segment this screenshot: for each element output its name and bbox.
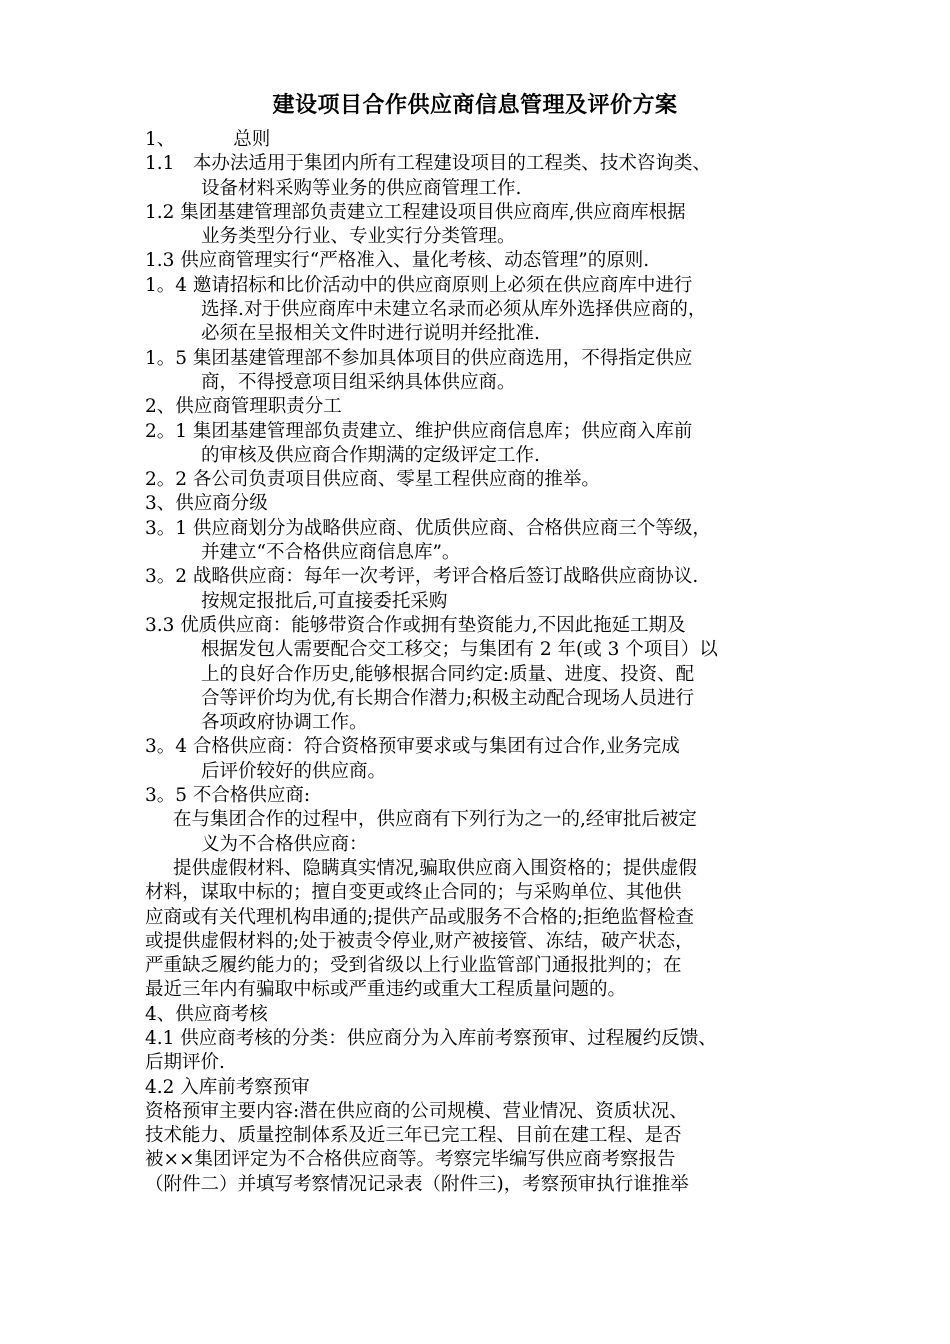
clause-line: 各项政府协调工作。: [201, 712, 368, 734]
clause-line: 后期评价.: [145, 1052, 225, 1074]
clause-line: 必须在呈报相关文件时进行说明并经批准.: [201, 323, 540, 345]
clause-line: 3。4 合格供应商：符合资格预审要求或与集团有过合作,业务完成: [145, 736, 680, 758]
clause-line: 2。2 各公司负责项目供应商、零星工程供应商的推举。: [145, 469, 600, 491]
paragraph-line: （附件二）并填写考察情况记录表（附件三)，考察预审执行谁推举: [145, 1173, 689, 1195]
paragraph-line: 应商或有关代理机构串通的;提供产品或服务不合格的;拒绝监督检查: [145, 906, 694, 928]
clause-line: 在与集团合作的过程中，供应商有下列行为之一的,经审批后被定: [173, 809, 697, 831]
paragraph-line: 被××集团评定为不合格供应商等。考察完毕编写供应商考察报告: [145, 1149, 676, 1171]
clause-line: 后评价较好的供应商。: [201, 760, 387, 782]
clause-line: 并建立“不合格供应商信息库”。: [201, 542, 461, 564]
paragraph-line: 材料，谋取中标的；擅自变更或终止合同的；与采购单位、其他供: [145, 882, 682, 904]
clause-line: 4.1 供应商考核的分类：供应商分为入库前考察预审、过程履约反馈、: [145, 1027, 717, 1049]
clause-line: 的审核及供应商合作期满的定级评定工作.: [201, 444, 540, 466]
clause-line: 4.2 入库前考察预审: [145, 1076, 310, 1098]
clause-line: 3。1 供应商划分为战略供应商、优质供应商、合格供应商三个等级，: [145, 517, 711, 539]
paragraph-line: 提供虚假材料、隐瞒真实情况,骗取供应商入围资格的；提供虚假: [173, 857, 697, 879]
document-body: [145, 128, 810, 1197]
clause-line: 选择.对于供应商库中未建立名录而必须从库外选择供应商的，: [201, 299, 707, 321]
clause-line: 设备材料采购等业务的供应商管理工作.: [201, 177, 522, 199]
clause-line: 3。2 战略供应商：每年一次考评，考评合格后签订战略供应商协议.: [145, 566, 699, 588]
clause-line: 合等评价均为优,有长期合作潜力;积极主动配合现场人员进行: [201, 687, 695, 709]
clause-line: 1。5 集团基建管理部不参加具体项目的供应商选用，不得指定供应: [145, 347, 693, 369]
clause-line: 按规定报批后,可直接委托采购: [201, 590, 448, 612]
clause-line: 1.3 供应商管理实行“严格准入、量化考核、动态管理”的原则.: [145, 250, 650, 272]
paragraph-line: 或提供虚假材料的;处于被责令停业,财产被接管、冻结，破产状态，: [145, 930, 694, 952]
clause-line: 3.3 优质供应商：能够带资合作或拥有垫资能力,不因此拖延工期及: [145, 614, 686, 636]
clause-line: 商，不得授意项目组采纳具体供应商。: [201, 371, 516, 393]
section-heading: 3、供应商分级: [145, 493, 268, 515]
paragraph-line: 严重缺乏履约能力的；受到省级以上行业监管部门通报批判的；在: [145, 955, 682, 977]
paragraph-line: 最近三年内有骗取中标或严重违约或重大工程质量问题的。: [145, 979, 627, 1001]
clause-line: 根据发包人需要配合交工移交；与集团有 2 年(或 3 个项目）以: [201, 639, 718, 661]
section-heading: 2、供应商管理职责分工: [145, 396, 342, 418]
clause-line: 1.2 集团基建管理部负责建立工程建设项目供应商库,供应商库根据: [145, 201, 686, 223]
clause-line: 3。5 不合格供应商:: [145, 785, 311, 807]
clause-line: 1.1 本办法适用于集团内所有工程建设项目的工程类、技术咨询类、: [145, 153, 711, 175]
clause-line: 上的良好合作历史,能够根据合同约定:质量、进度、投资、配: [201, 663, 695, 685]
section-heading: 4、供应商考核: [145, 1003, 268, 1025]
clause-line: 2。1 集团基建管理部负责建立、维护供应商信息库；供应商入库前: [145, 420, 693, 442]
document-title: 建设项目合作供应商信息管理及评价方案: [272, 93, 678, 118]
section-heading: 1、 总则: [145, 129, 271, 150]
clause-line: 义为不合格供应商：: [201, 833, 368, 855]
paragraph-line: 技术能力、质量控制体系及近三年已完工程、目前在建工程、是否: [145, 1125, 682, 1147]
clause-line: 1。4 邀请招标和比价活动中的供应商原则上必须在供应商库中进行: [145, 274, 693, 296]
paragraph-line: 资格预审主要内容:潜在供应商的公司规模、营业情况、资质状况、: [145, 1100, 688, 1122]
clause-line: 业务类型分行业、专业实行分类管理。: [201, 226, 516, 248]
